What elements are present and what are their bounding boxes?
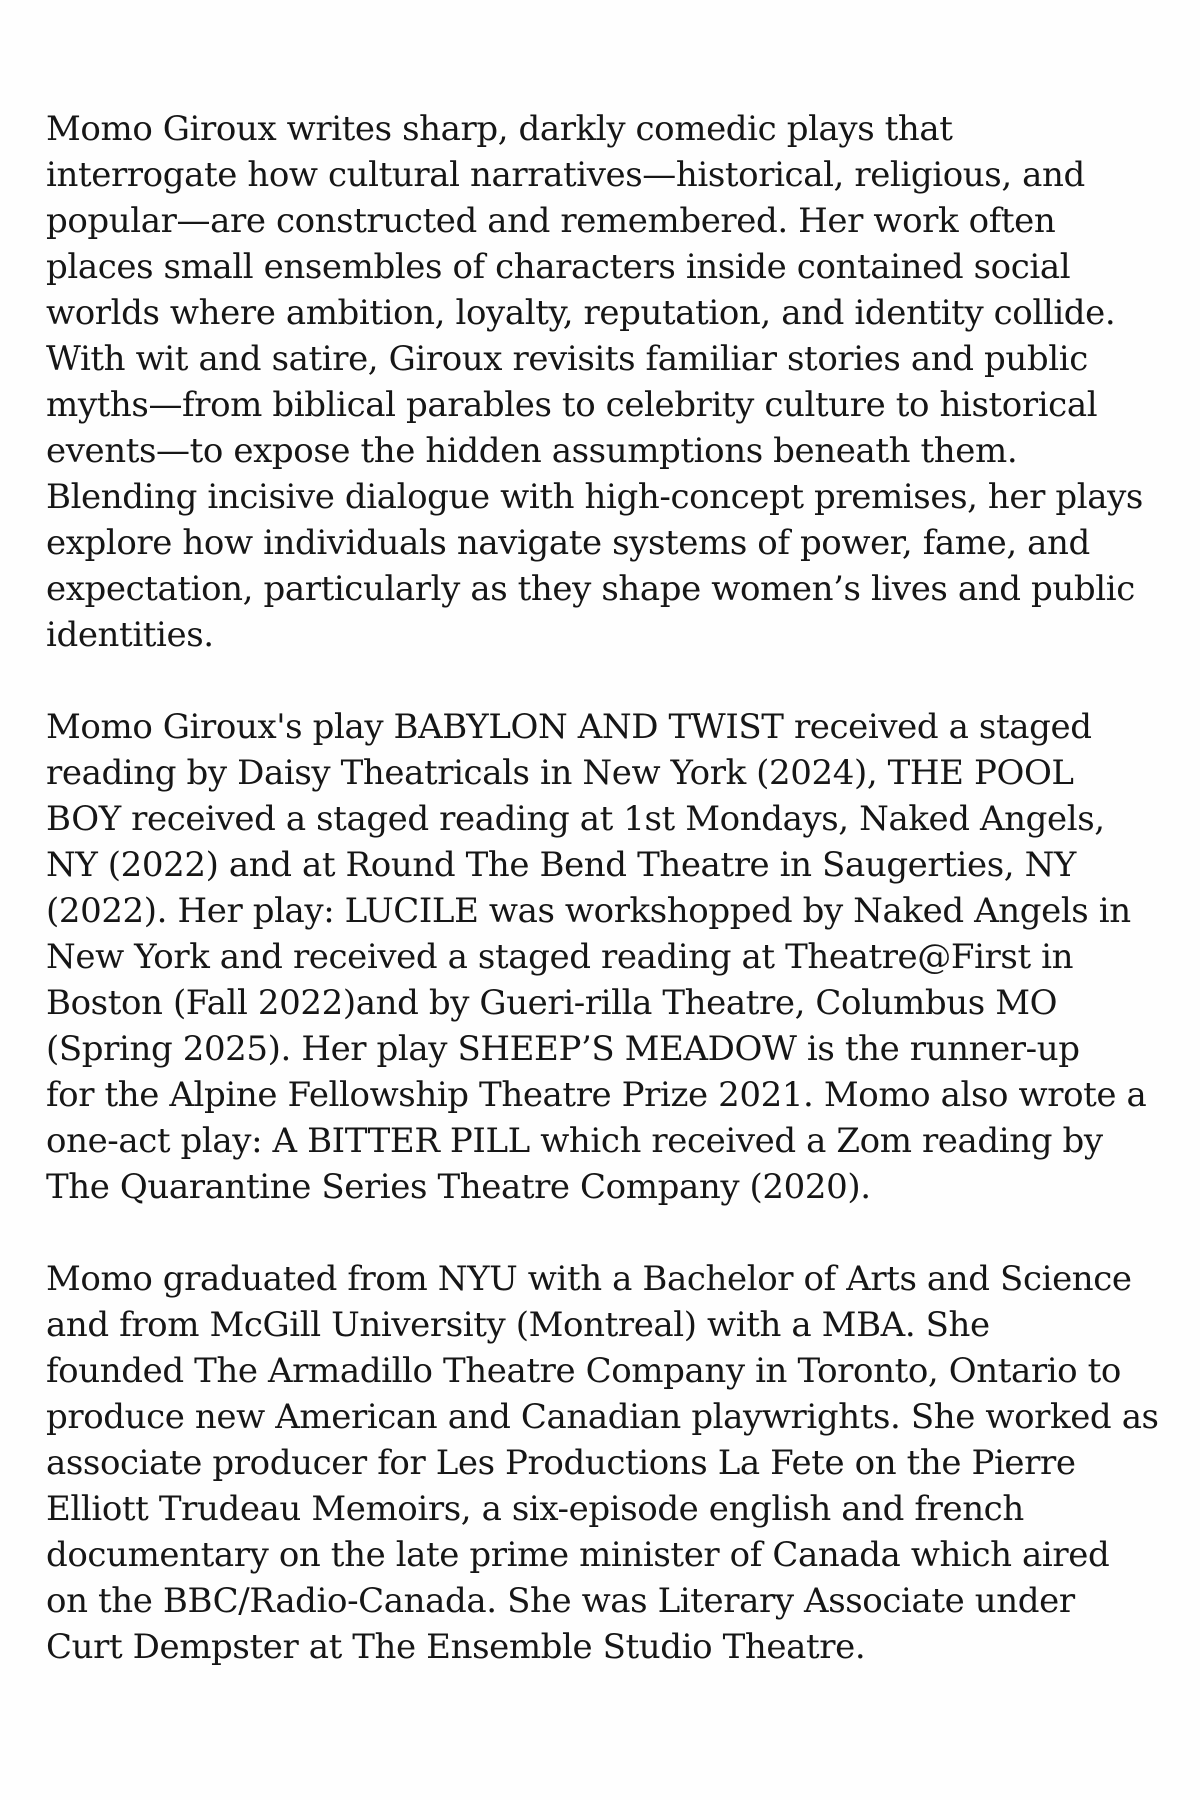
text-line: one-act play: A BITTER PILL which received a Zom reading by xyxy=(46,1121,1103,1161)
text-line: Momo Giroux's play BABYLON AND TWIST received a staged xyxy=(46,707,1092,747)
text-line: Elliott Trudeau Memoirs, a six-episode english and french xyxy=(46,1489,1024,1529)
text-line: for the Alpine Fellowship Theatre Prize 2021. Momo also wrote a xyxy=(46,1075,1147,1115)
text-line: on the BBC/Radio-Canada. She was Literary Associate under xyxy=(46,1581,1075,1621)
text-line: With wit and satire, Giroux revisits familiar stories and public xyxy=(46,339,1088,379)
text-line: The Quarantine Series Theatre Company (2020). xyxy=(46,1167,871,1207)
text-line: NY (2022) and at Round The Bend Theatre in Saugerties, NY xyxy=(46,845,1076,885)
biography-text xyxy=(46,106,1166,1716)
text-line: myths—from biblical parables to celebrity culture to historical xyxy=(46,385,1098,425)
text-line: produce new American and Canadian playwrights. She worked as xyxy=(46,1397,1159,1437)
text-line: (2022). Her play: LUCILE was workshopped by Naked Angels in xyxy=(46,891,1131,931)
text-line: Momo graduated from NYU with a Bachelor of Arts and Science xyxy=(46,1259,1132,1299)
text-line: events—to expose the hidden assumptions beneath them. xyxy=(46,431,1018,471)
text-line: and from McGill University (Montreal) with a MBA. She xyxy=(46,1305,990,1345)
paragraph-background xyxy=(46,1256,1166,1670)
text-line: identities. xyxy=(46,615,214,655)
text-line: places small ensembles of characters inside contained social xyxy=(46,247,1071,287)
text-line: BOY received a staged reading at 1st Mondays, Naked Angels, xyxy=(46,799,1105,839)
text-line: associate producer for Les Productions La Fete on the Pierre xyxy=(46,1443,1076,1483)
text-line: Curt Dempster at The Ensemble Studio Theatre. xyxy=(46,1627,866,1667)
text-line: Boston (Fall 2022)and by Gueri-rilla Theatre, Columbus MO xyxy=(46,983,1058,1023)
text-line: popular—are constructed and remembered. Her work often xyxy=(46,201,1056,241)
paragraph-artistic-statement xyxy=(46,106,1166,658)
text-line: (Spring 2025). Her play SHEEP’S MEADOW is the runner-up xyxy=(46,1029,1080,1069)
text-line: reading by Daisy Theatricals in New York (2024), THE POOL xyxy=(46,753,1074,793)
text-line: interrogate how cultural narratives—historical, religious, and xyxy=(46,155,1085,195)
text-line: explore how individuals navigate systems of power, fame, and xyxy=(46,523,1090,563)
text-line: expectation, particularly as they shape women’s lives and public xyxy=(46,569,1135,609)
text-line: worlds where ambition, loyalty, reputation, and identity collide. xyxy=(46,293,1116,333)
text-line: New York and received a staged reading at Theatre@First in xyxy=(46,937,1074,977)
text-line: Blending incisive dialogue with high-concept premises, her plays xyxy=(46,477,1143,517)
paragraph-productions xyxy=(46,704,1166,1210)
text-line: Momo Giroux writes sharp, darkly comedic plays that xyxy=(46,109,953,149)
text-line: founded The Armadillo Theatre Company in Toronto, Ontario to xyxy=(46,1351,1121,1391)
text-line: documentary on the late prime minister of Canada which aired xyxy=(46,1535,1110,1575)
